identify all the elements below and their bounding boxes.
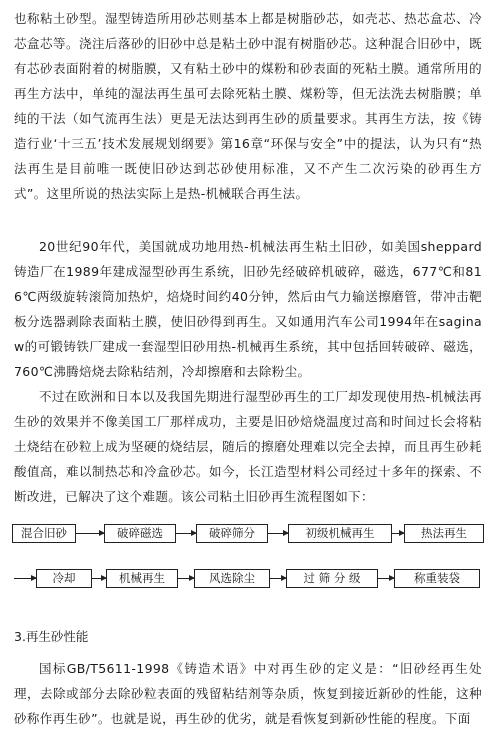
- flow-arrow: [268, 533, 288, 534]
- flow-arrow: [178, 578, 194, 579]
- flow-step-mixed-old-sand: 混合旧砂: [12, 524, 76, 543]
- flow-step-air-separation: 风选除尘: [194, 569, 270, 588]
- flow-step-weigh-bag: 称重装袋: [394, 569, 480, 588]
- flow-step-primary-mechanical: 初级机械再生: [288, 524, 392, 543]
- flow-arrow: [392, 533, 404, 534]
- intro-paragraph: 也称粘土砂型。湿型铸造所用砂芯则基本上都是树脂砂芯，如壳芯、热芯盒芯、冷芯盒芯等。浇注后落砂的旧砂中总是粘土砂中混有树脂砂芯。这种混合旧砂中，既有芯砂表面附着的树脂膜，又有粘土砂中的煤粉和砂表面的死粘土膜。通常所用的再生方法中，单纯的湿法再生虽可去除死粘土膜、煤粉等，但无法洗去树脂膜；单纯的干法（如气流再生法）更是无法达到再生砂的质量要求。其再生方法，按《铸造行业‘十三五’技术发展规划纲要》第16章“环保与安全”中的提法，认为只有“热法再生是目前唯一既使旧砂达到芯砂使用标准，又不产生二次污染的砂再生方式”。这里所说的热法实际上是热-机械联合再生法。: [14, 11, 482, 201]
- flow-arrow: [176, 533, 196, 534]
- flow-step-thermal-reclaim: 热法再生: [404, 524, 484, 543]
- flow-step-crush-magnetic: 破碎磁选: [104, 524, 176, 543]
- flow-step-cooling: 冷却: [36, 569, 92, 588]
- flow-arrow: [92, 578, 106, 579]
- us-history-paragraph: 20世纪90年代，美国就成功地用热-机械法再生粘土旧砂，如美国sheppard铸造厂在1989年建成湿型砂再生系统，旧砂先经破碎机破碎，磁选，677℃和816℃两级旋转滚筒加热炉，焙烧时间约40分钟，然后由气力输送擦磨管，带冲击靶板分选器剥除表面粘土膜，使旧砂得到再生。又如通用汽车公司1994年在saginaw的可锻铸铁厂建成一套湿型旧砂用热-机械再生系统，其中包括回转破碎、磁选，760℃沸腾焙烧去除粘结剂，冷却擦磨和去除粉尘。: [14, 239, 482, 379]
- flow-step-crush-screen: 破碎筛分: [196, 524, 268, 543]
- section-heading: 3.再生砂性能: [14, 629, 89, 644]
- standard-definition-paragraph: 国标GB/T5611-1998《铸造术语》中对再生砂的定义是：“旧砂经再生处理，去除或部分去除砂粒表面的残留粘结剂等杂质，恢复到接近新砂的性能，这种砂称作再生砂”。也就是说，再生砂的优劣，就是看恢复到新砂性能的程度。下面: [14, 661, 482, 726]
- europe-japan-paragraph: 不过在欧洲和日本以及我国先期进行湿型砂再生的工厂却发现使用热-机械法再生砂的效果并不像美国工厂那样成功，主要是旧砂焙烧温度过高和时间过长会将粘土烧结在砂粒上成为坚硬的烧结层，随后的擦磨处理难以完全去掉，而且再生砂耗酸值高，难以制热芯和冷盒砂芯。如今，长江造型材料公司经过十多年的探索、不断改进，已解决了这个难题。该公司粘土旧砂再生流程图如下：: [14, 389, 482, 504]
- flow-arrow: [14, 578, 36, 579]
- flow-arrow: [270, 578, 286, 579]
- flow-step-mechanical-reclaim: 机械再生: [106, 569, 178, 588]
- flow-step-sieve-grading: 过 筛 分 级: [286, 569, 378, 588]
- flow-arrow: [76, 533, 104, 534]
- flow-arrow: [378, 578, 394, 579]
